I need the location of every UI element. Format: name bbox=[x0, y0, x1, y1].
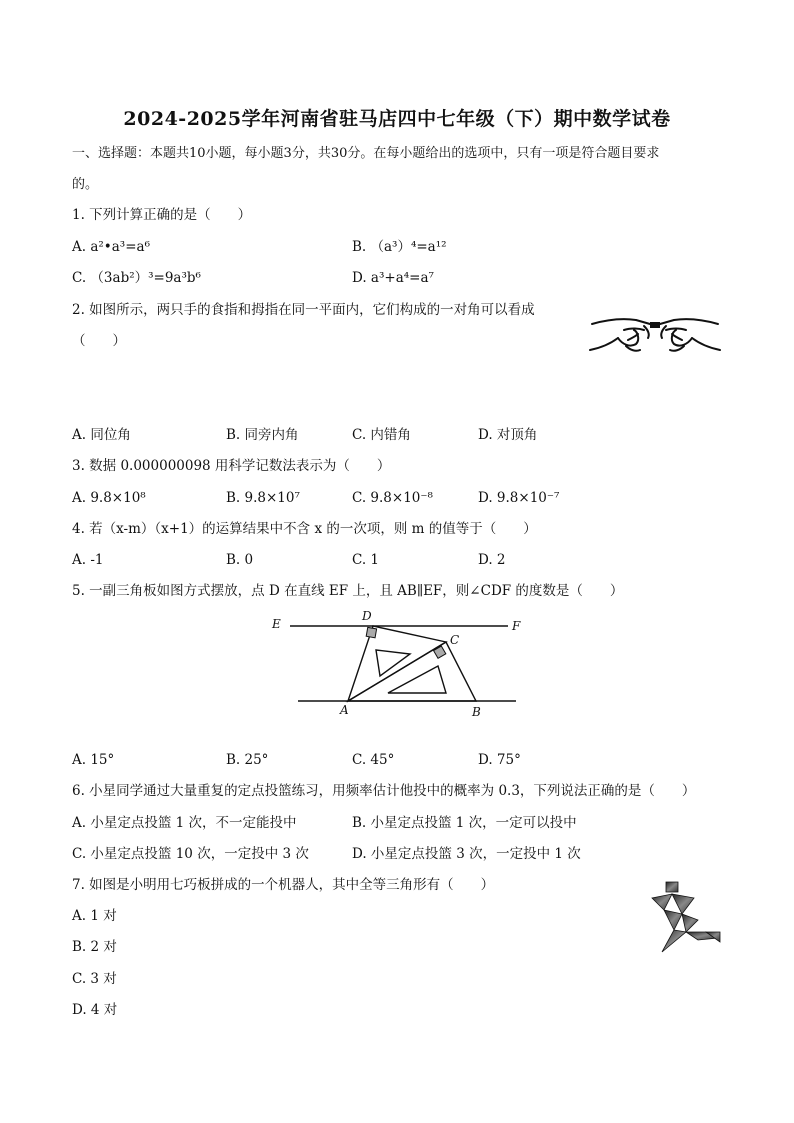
label-f: F bbox=[512, 619, 521, 633]
q5-option-d: D. 75° bbox=[478, 752, 521, 768]
q3-stem: 3. 数据 0.000000098 用科学记数法表示为（ ） bbox=[72, 458, 391, 474]
q2-option-b: B. 同旁内角 bbox=[226, 427, 299, 443]
q6-option-d: D. 小星定点投篮 3 次，一定投中 1 次 bbox=[352, 846, 581, 862]
q5-option-b: B. 25° bbox=[226, 752, 269, 768]
q3-option-a: A. 9.8×10⁸ bbox=[72, 490, 146, 506]
label-c: C bbox=[450, 633, 460, 647]
q6-stem: 6. 小星同学通过大量重复的定点投篮练习，用频率估计他投中的概率为 0.3，下列说法正确的是（ ） bbox=[72, 783, 696, 799]
q7-option-c: C. 3 对 bbox=[72, 971, 117, 987]
q1-option-c: C. （3ab²）³=9a³b⁶ bbox=[72, 270, 201, 286]
q5-option-c: C. 45° bbox=[352, 752, 395, 768]
q3-option-b: B. 9.8×10⁷ bbox=[226, 490, 300, 506]
triangle-ruler-figure bbox=[268, 606, 528, 722]
hands-figure bbox=[588, 300, 722, 362]
q3-option-c: C. 9.8×10⁻⁸ bbox=[352, 490, 433, 506]
q6-option-b: B. 小星定点投篮 1 次，一定可以投中 bbox=[352, 815, 577, 831]
label-e: E bbox=[272, 617, 281, 631]
q1-option-a: A. a²•a³=a⁶ bbox=[72, 239, 150, 255]
q3-option-d: D. 9.8×10⁻⁷ bbox=[478, 490, 560, 506]
q7-stem: 7. 如图是小明用七巧板拼成的一个机器人，其中全等三角形有（ ） bbox=[72, 877, 495, 893]
q5-stem: 5. 一副三角板如图方式摆放，点 D 在直线 EF 上，且 AB∥EF，则∠CDF 的度数是（ ） bbox=[72, 583, 624, 599]
q7-option-a: A. 1 对 bbox=[72, 908, 117, 924]
section-instructions-line1: 一、选择题：本题共10小题，每小题3分，共30分。在每小题给出的选项中，只有一项是符合题目要求 bbox=[72, 146, 660, 161]
q5-option-a: A. 15° bbox=[72, 752, 115, 768]
label-b: B bbox=[472, 705, 481, 719]
section-instructions-line2: 的。 bbox=[72, 177, 99, 192]
q4-option-d: D. 2 bbox=[478, 552, 506, 568]
page-title: 2024-2025学年河南省驻马店四中七年级（下）期中数学试卷 bbox=[123, 108, 671, 130]
q7-option-b: B. 2 对 bbox=[72, 939, 117, 955]
q2-stem-line2: （ ） bbox=[72, 333, 126, 349]
q1-option-b: B. （a³）⁴=a¹² bbox=[352, 239, 447, 255]
q6-option-a: A. 小星定点投篮 1 次，不一定能投中 bbox=[72, 815, 297, 831]
label-a: A bbox=[340, 703, 349, 717]
q4-option-a: A. -1 bbox=[72, 552, 104, 568]
q1-option-d: D. a³+a⁴=a⁷ bbox=[352, 270, 434, 286]
label-d: D bbox=[362, 609, 372, 623]
q4-option-b: B. 0 bbox=[226, 552, 254, 568]
q6-option-c: C. 小星定点投篮 10 次，一定投中 3 次 bbox=[72, 846, 309, 862]
q4-stem: 4. 若（x-m）（x+1）的运算结果中不含 x 的一次项，则 m 的值等于（ ） bbox=[72, 521, 537, 537]
q4-option-c: C. 1 bbox=[352, 552, 380, 568]
q7-option-d: D. 4 对 bbox=[72, 1002, 118, 1018]
q2-option-c: C. 内错角 bbox=[352, 427, 411, 443]
q2-option-a: A. 同位角 bbox=[72, 427, 131, 443]
q2-option-d: D. 对顶角 bbox=[478, 427, 538, 443]
tangram-robot-figure bbox=[646, 880, 722, 956]
q1-stem: 1. 下列计算正确的是（ ） bbox=[72, 207, 252, 223]
q2-stem-line1: 2. 如图所示，两只手的食指和拇指在同一平面内，它们构成的一对角可以看成 bbox=[72, 302, 535, 318]
